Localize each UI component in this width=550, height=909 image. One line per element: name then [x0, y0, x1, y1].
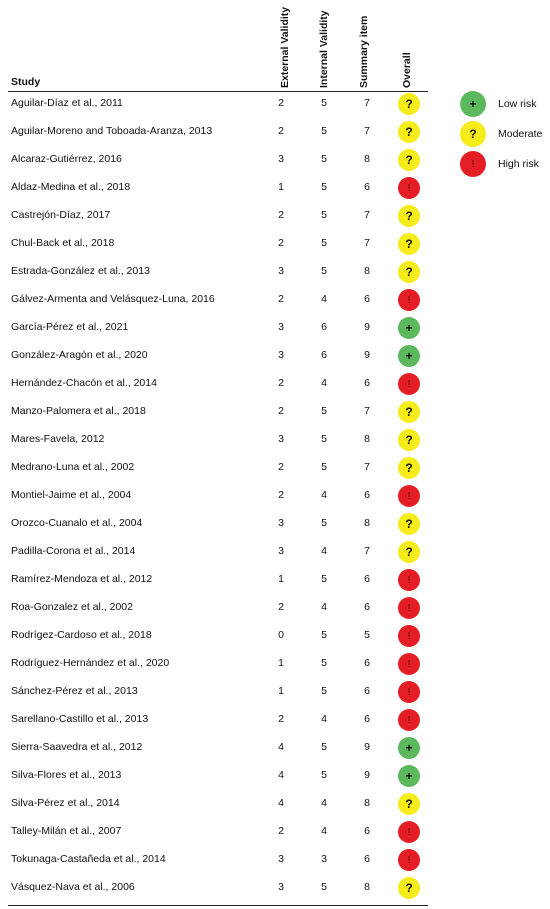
- internal-score: 5: [321, 125, 327, 137]
- internal-score: 5: [321, 657, 327, 669]
- internal-score: 5: [321, 237, 327, 249]
- overall-high-marker: !: [398, 653, 420, 675]
- overall-high-marker: !: [398, 177, 420, 199]
- internal-score: 5: [321, 153, 327, 165]
- external-score: 3: [278, 321, 284, 333]
- study-name: Aldaz-Medina et al., 2018: [11, 181, 131, 193]
- external-score: 3: [278, 153, 284, 165]
- summary-score: 9: [364, 741, 370, 753]
- external-score: 2: [278, 209, 284, 221]
- external-score: 2: [278, 97, 284, 109]
- external-score: 4: [278, 769, 284, 781]
- external-score: 2: [278, 125, 284, 137]
- summary-score: 6: [364, 489, 370, 501]
- overall-moderate-marker: ?: [398, 793, 420, 815]
- external-score: 2: [278, 601, 284, 613]
- study-name: Roa-Gonzalez et al., 2002: [11, 601, 133, 613]
- internal-score: 4: [321, 545, 327, 557]
- external-score: 4: [278, 741, 284, 753]
- summary-score: 6: [364, 573, 370, 585]
- internal-score: 5: [321, 97, 327, 109]
- study-name: Sánchez-Pérez et al., 2013: [11, 685, 138, 697]
- study-name: Aguilar-Moreno and Toboada-Aranza, 2013: [11, 125, 213, 137]
- internal-score: 3: [321, 853, 327, 865]
- overall-low-marker: +: [398, 765, 420, 787]
- study-name: Rodrígez-Cardoso et al., 2018: [11, 629, 152, 641]
- legend-item-low: [460, 91, 537, 117]
- internal-score: 4: [321, 601, 327, 613]
- external-score: 1: [278, 657, 284, 669]
- summary-score: 7: [364, 125, 370, 137]
- study-name: Mares-Favela, 2012: [11, 433, 105, 445]
- legend-moderate-marker: ?: [460, 121, 486, 147]
- external-score: 2: [278, 237, 284, 249]
- internal-score: 6: [321, 349, 327, 361]
- external-score: 1: [278, 573, 284, 585]
- study-name: Talley-Milán et al., 2007: [11, 825, 122, 837]
- study-name: Tokunaga-Castañeda et al., 2014: [11, 853, 166, 865]
- overall-moderate-marker: ?: [398, 149, 420, 171]
- summary-score: 8: [364, 265, 370, 277]
- legend-item-high: [460, 151, 539, 177]
- overall-moderate-marker: ?: [398, 877, 420, 899]
- study-name: Alcaraz-Gutiérrez, 2016: [11, 153, 122, 165]
- study-name: Silva-Pérez et al., 2014: [11, 797, 120, 809]
- internal-score: 4: [321, 797, 327, 809]
- summary-score: 7: [364, 97, 370, 109]
- overall-high-marker: !: [398, 849, 420, 871]
- external-score: 2: [278, 405, 284, 417]
- overall-high-marker: !: [398, 709, 420, 731]
- internal-score: 5: [321, 181, 327, 193]
- legend-high-marker: !: [460, 151, 486, 177]
- summary-score: 8: [364, 881, 370, 893]
- overall-high-marker: !: [398, 821, 420, 843]
- summary-score: 9: [364, 349, 370, 361]
- internal-score: 5: [321, 629, 327, 641]
- overall-high-marker: !: [398, 681, 420, 703]
- header-overall: Overall: [401, 52, 413, 88]
- summary-score: 8: [364, 153, 370, 165]
- summary-score: 8: [364, 433, 370, 445]
- external-score: 3: [278, 853, 284, 865]
- study-name: García-Pérez et al., 2021: [11, 321, 129, 333]
- overall-moderate-marker: ?: [398, 457, 420, 479]
- overall-high-marker: !: [398, 625, 420, 647]
- overall-moderate-marker: ?: [398, 233, 420, 255]
- internal-score: 4: [321, 825, 327, 837]
- internal-score: 4: [321, 713, 327, 725]
- overall-low-marker: +: [398, 345, 420, 367]
- overall-high-marker: !: [398, 373, 420, 395]
- study-name: Gálvez-Armenta and Velásquez-Luna, 2016: [11, 293, 215, 305]
- summary-score: 7: [364, 405, 370, 417]
- summary-score: 9: [364, 321, 370, 333]
- study-name: Silva-Flores et al., 2013: [11, 769, 122, 781]
- legend-label: High risk: [498, 158, 539, 170]
- overall-moderate-marker: ?: [398, 93, 420, 115]
- overall-low-marker: +: [398, 737, 420, 759]
- external-score: 3: [278, 265, 284, 277]
- study-name: Ramírez-Mendoza et al., 2012: [11, 573, 153, 585]
- study-name: Hernández-Chacón et al., 2014: [11, 377, 157, 389]
- summary-score: 6: [364, 713, 370, 725]
- overall-moderate-marker: ?: [398, 401, 420, 423]
- internal-score: 5: [321, 433, 327, 445]
- study-name: Rodríguez-Hernández et al., 2020: [11, 657, 170, 669]
- header-external-validity: External Validity: [279, 6, 291, 88]
- internal-score: 5: [321, 573, 327, 585]
- external-score: 2: [278, 461, 284, 473]
- study-name: Sierra-Saavedra et al., 2012: [11, 741, 143, 753]
- external-score: 2: [278, 825, 284, 837]
- study-name: Sarellano-Castillo et al., 2013: [11, 713, 149, 725]
- legend-label: Low risk: [498, 98, 537, 110]
- external-score: 2: [278, 293, 284, 305]
- study-name: Manzo-Palomera et al., 2018: [11, 405, 146, 417]
- study-name: Aguilar-Díaz et al., 2011: [11, 97, 123, 109]
- study-name: Montiel-Jaime et al., 2004: [11, 489, 132, 501]
- internal-score: 4: [321, 489, 327, 501]
- overall-moderate-marker: ?: [398, 205, 420, 227]
- external-score: 1: [278, 181, 284, 193]
- internal-score: 5: [321, 741, 327, 753]
- summary-score: 6: [364, 657, 370, 669]
- study-name: Orozco-Cuanalo et al., 2004: [11, 517, 143, 529]
- summary-score: 7: [364, 209, 370, 221]
- summary-score: 8: [364, 517, 370, 529]
- internal-score: 5: [321, 405, 327, 417]
- summary-score: 6: [364, 377, 370, 389]
- external-score: 3: [278, 349, 284, 361]
- external-score: 3: [278, 545, 284, 557]
- study-name: Vásquez-Nava et al., 2006: [11, 881, 135, 893]
- summary-score: 6: [364, 293, 370, 305]
- study-name: Padilla-Corona et al., 2014: [11, 545, 136, 557]
- internal-score: 6: [321, 321, 327, 333]
- study-name: Chul-Back et al., 2018: [11, 237, 115, 249]
- legend-item-moderate: [460, 121, 542, 147]
- internal-score: 5: [321, 265, 327, 277]
- footer-rule: [8, 905, 428, 906]
- summary-score: 6: [364, 601, 370, 613]
- summary-score: 7: [364, 545, 370, 557]
- external-score: 3: [278, 881, 284, 893]
- internal-score: 5: [321, 881, 327, 893]
- legend-label: Moderate: [498, 128, 543, 140]
- overall-high-marker: !: [398, 597, 420, 619]
- overall-high-marker: !: [398, 485, 420, 507]
- header-summary-item: Summary item: [358, 15, 370, 88]
- internal-score: 4: [321, 293, 327, 305]
- header-internal-validity: Internal Validity: [318, 10, 330, 88]
- summary-score: 7: [364, 237, 370, 249]
- overall-high-marker: !: [398, 289, 420, 311]
- summary-score: 6: [364, 685, 370, 697]
- overall-moderate-marker: ?: [398, 513, 420, 535]
- overall-high-marker: !: [398, 569, 420, 591]
- summary-score: 8: [364, 797, 370, 809]
- external-score: 2: [278, 489, 284, 501]
- study-name: Medrano-Luna et al., 2002: [11, 461, 135, 473]
- external-score: 3: [278, 517, 284, 529]
- internal-score: 5: [321, 685, 327, 697]
- external-score: 2: [278, 377, 284, 389]
- overall-moderate-marker: ?: [398, 121, 420, 143]
- external-score: 3: [278, 433, 284, 445]
- summary-score: 5: [364, 629, 370, 641]
- external-score: 2: [278, 713, 284, 725]
- legend-low-marker: +: [460, 91, 486, 117]
- internal-score: 5: [321, 209, 327, 221]
- header-study: Study: [11, 76, 41, 88]
- internal-score: 5: [321, 769, 327, 781]
- summary-score: 6: [364, 825, 370, 837]
- study-name: González-Aragón et al., 2020: [11, 349, 148, 361]
- internal-score: 5: [321, 517, 327, 529]
- summary-score: 6: [364, 181, 370, 193]
- header-rule: [8, 91, 428, 92]
- external-score: 1: [278, 685, 284, 697]
- overall-low-marker: +: [398, 317, 420, 339]
- overall-moderate-marker: ?: [398, 429, 420, 451]
- study-name: Estrada-González et al., 2013: [11, 265, 150, 277]
- summary-score: 6: [364, 853, 370, 865]
- external-score: 0: [278, 629, 284, 641]
- internal-score: 4: [321, 377, 327, 389]
- external-score: 4: [278, 797, 284, 809]
- summary-score: 9: [364, 769, 370, 781]
- internal-score: 5: [321, 461, 327, 473]
- overall-moderate-marker: ?: [398, 541, 420, 563]
- study-name: Castrejón-Díaz, 2017: [11, 209, 111, 221]
- overall-moderate-marker: ?: [398, 261, 420, 283]
- summary-score: 7: [364, 461, 370, 473]
